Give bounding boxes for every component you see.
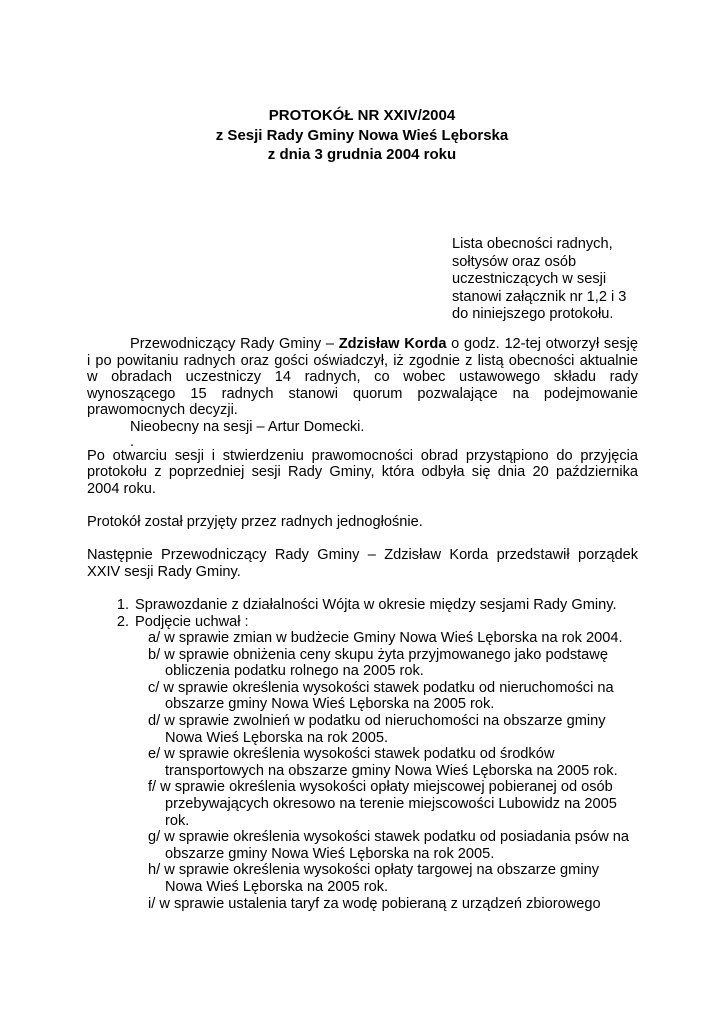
agenda-item-text: Podjęcie uchwał : [135, 613, 249, 630]
resolution-list [87, 630, 638, 912]
agenda-list [87, 597, 638, 912]
note-line: stanowi załącznik nr 1,2 i 3 [452, 288, 627, 305]
attendance-note [452, 236, 662, 324]
previous-protocol-paragraph: Po otwarciu sesji i stwierdzeniu prawomocności obrad przystąpiono do przyjęcia protokołu z poprzedniej sesji Rady Gminy, która odbyła się dnia 20 października 2004 roku. [87, 447, 638, 497]
resolution-item: b/ w sprawie obniżenia ceny skupu żyta przyjmowanego jako podstawę obliczenia podatku rolnego na 2005 rok. [148, 646, 608, 680]
protocol-body [87, 336, 638, 912]
stray-dot: . [130, 433, 135, 450]
resolution-item: d/ w sprawie zwolnień w podatku od nieruchomości na obszarze gminy Nowa Wieś Lęborska na rok 2005. [148, 713, 606, 746]
note-line: Lista obecności radnych, [452, 236, 613, 252]
title-line-1: PROTOKÓŁ NR XXIV/2004 [268, 107, 456, 124]
resolution-item: i/ w sprawie ustalenia taryf za wodę pobieraną z urządzeń zbiorowego [148, 895, 601, 912]
opening-text: o godz. 12-tej otworzył sesję i po powitaniu radnych oraz gości oświadczył, iż zgodnie z listą obecności aktualnie w obradach uczestniczy 14 radnych, co wobec ustawowego składu rady wynoszącego 15 radnych stanowi quorum pozwalające na podejmowanie prawomocnych decyzji. [87, 336, 638, 419]
acceptance-paragraph: Protokół został przyjęty przez radnych jednogłośnie. [87, 513, 423, 530]
title-line-3: z dnia 3 grudnia 2004 roku [267, 146, 457, 163]
note-line: uczestniczących w sesji [452, 271, 607, 288]
opening-paragraph [87, 336, 638, 419]
note-line: sołtysów oraz osób [452, 253, 577, 270]
chairman-name: Zdzisław Korda [338, 336, 447, 352]
document-title [0, 106, 724, 165]
agenda-item [87, 597, 638, 614]
resolution-item: c/ w sprawie określenia wysokości stawek podatku od nieruchomości na obszarze gminy Nowa Wieś Lęborska na 2005 rok. [148, 679, 614, 713]
resolution-item: g/ w sprawie określenia wysokości stawek podatku od posiadania psów na obszarze gminy Nowa Wieś Lęborska na rok 2005. [148, 829, 630, 862]
agenda-item [87, 614, 638, 631]
opening-prefix: Przewodniczący Rady Gminy – [130, 336, 339, 352]
resolution-item: a/ w sprawie zmian w budżecie Gminy Nowa Wieś Lęborska na rok 2004. [148, 630, 623, 647]
agenda-intro-paragraph: Następnie Przewodniczący Rady Gminy – Zdzisław Korda przedstawił porządek XXIV sesji Rady Gminy. [87, 547, 638, 580]
agenda-item-number: 1. [116, 596, 129, 613]
agenda-item-number: 2. [116, 613, 129, 630]
note-line: do niniejszego protokołu. [452, 306, 614, 323]
resolution-item: h/ w sprawie określenia wysokości opłaty targowej na obszarze gminy Nowa Wieś Lęborska na 2005 rok. [148, 862, 599, 895]
agenda-item-text: Sprawozdanie z działalności Wójta w okresie między sesjami Rady Gminy. [135, 596, 617, 613]
resolution-item: e/ w sprawie określenia wysokości stawek podatku od środków transportowych na obszarze gminy Nowa Wieś Lęborska na 2005 rok. [148, 746, 618, 779]
absent-line: Nieobecny na sesji – Artur Domecki. [130, 418, 365, 435]
resolution-item: f/ w sprawie określenia wysokości opłaty miejscowej pobieranej od osób przebywających okresowo na terenie miejscowości Lubowidz na 2005 rok. [148, 779, 617, 829]
title-line-2: z Sesji Rady Gminy Nowa Wieś Lęborska [215, 126, 509, 144]
